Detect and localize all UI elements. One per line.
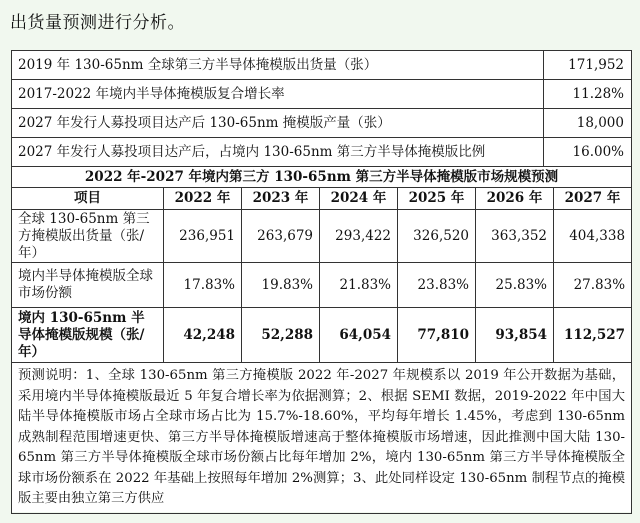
table-row (12, 109, 632, 138)
table-cell: 52,288 (242, 308, 320, 363)
table-cell: 293,422 (320, 210, 398, 263)
table-cell: 25.83% (476, 263, 554, 308)
table-cell: 19.83% (242, 263, 320, 308)
summary-label: 2027 年发行人募投项目达产后 130-65nm 掩模版产量（张） (12, 109, 544, 138)
forecast-title: 2022 年-2027 年境内第三方 130-65nm 第三方半导体掩模版市场规模预测 (12, 167, 632, 188)
table-row (12, 80, 632, 109)
summary-table (11, 50, 632, 167)
table-cell: 404,338 (554, 210, 632, 263)
table-header-row (12, 188, 632, 210)
table-note-row (12, 363, 632, 514)
summary-value: 18,000 (544, 109, 632, 138)
row-label: 全球 130-65nm 第三方掩模版出货量（张/年） (12, 210, 164, 263)
table-row (12, 138, 632, 167)
intro-text: 出货量预测进行分析。 (10, 13, 185, 33)
table-cell: 112,527 (554, 308, 632, 363)
table-cell: 21.83% (320, 263, 398, 308)
row-label: 境内 130-65nm 半导体掩模版规模（张/年） (12, 308, 164, 363)
table-cell: 64,054 (320, 308, 398, 363)
column-header: 2024 年 (320, 188, 398, 210)
document-tables (11, 50, 631, 512)
column-header: 2025 年 (398, 188, 476, 210)
column-header: 2022 年 (164, 188, 242, 210)
summary-value: 11.28% (544, 80, 632, 109)
table-cell: 42,248 (164, 308, 242, 363)
table-cell: 363,352 (476, 210, 554, 263)
summary-label: 2017-2022 年境内半导体掩模版复合增长率 (12, 80, 544, 109)
table-row (12, 308, 632, 363)
table-cell: 93,854 (476, 308, 554, 363)
table-cell: 263,679 (242, 210, 320, 263)
summary-value: 171,952 (544, 51, 632, 80)
table-row (12, 210, 632, 263)
table-row (12, 263, 632, 308)
summary-value: 16.00% (544, 138, 632, 167)
forecast-note: 预测说明：1、全球 130-65nm 第三方掩模版 2022 年-2027 年规模系以 2019 年公开数据为基础，采用境内半导体掩模版最近 5 年复合增长率为依据测算；2、根据 SEMI 数据，2019-2022 年中国大陆半导体掩模版市场占全球市场占比为 15.7%-18.60%，平均每年增长 1.45%，考虑到 130-65nm 成熟制程范围增速更快、第三方半导体掩模版增速高于整体掩模版市场增速，因此推测中国大陆 130-65nm 第三方半导体掩模版全球市场份额占比每年增加 2%，境内 130-65nm 第三方半导体掩模版全球市场份额系在 2022 年基础上按照每年增加 2%测算；3、此处同样设定 130-65nm 制程节点的掩模版主要由独立第三方供应 (12, 363, 632, 514)
table-cell: 17.83% (164, 263, 242, 308)
table-cell: 27.83% (554, 263, 632, 308)
column-header: 2023 年 (242, 188, 320, 210)
table-cell: 77,810 (398, 308, 476, 363)
column-header: 2026 年 (476, 188, 554, 210)
table-row (12, 51, 632, 80)
table-cell: 326,520 (398, 210, 476, 263)
table-cell: 236,951 (164, 210, 242, 263)
table-cell: 23.83% (398, 263, 476, 308)
summary-label: 2019 年 130-65nm 全球第三方半导体掩模版出货量（张） (12, 51, 544, 80)
table-title-row (12, 167, 632, 188)
summary-label: 2027 年发行人募投项目达产后，占境内 130-65nm 第三方半导体掩模版比例 (12, 138, 544, 167)
column-header: 2027 年 (554, 188, 632, 210)
row-label: 境内半导体掩模版全球市场份额 (12, 263, 164, 308)
column-header: 项目 (12, 188, 164, 210)
forecast-table (11, 166, 632, 514)
